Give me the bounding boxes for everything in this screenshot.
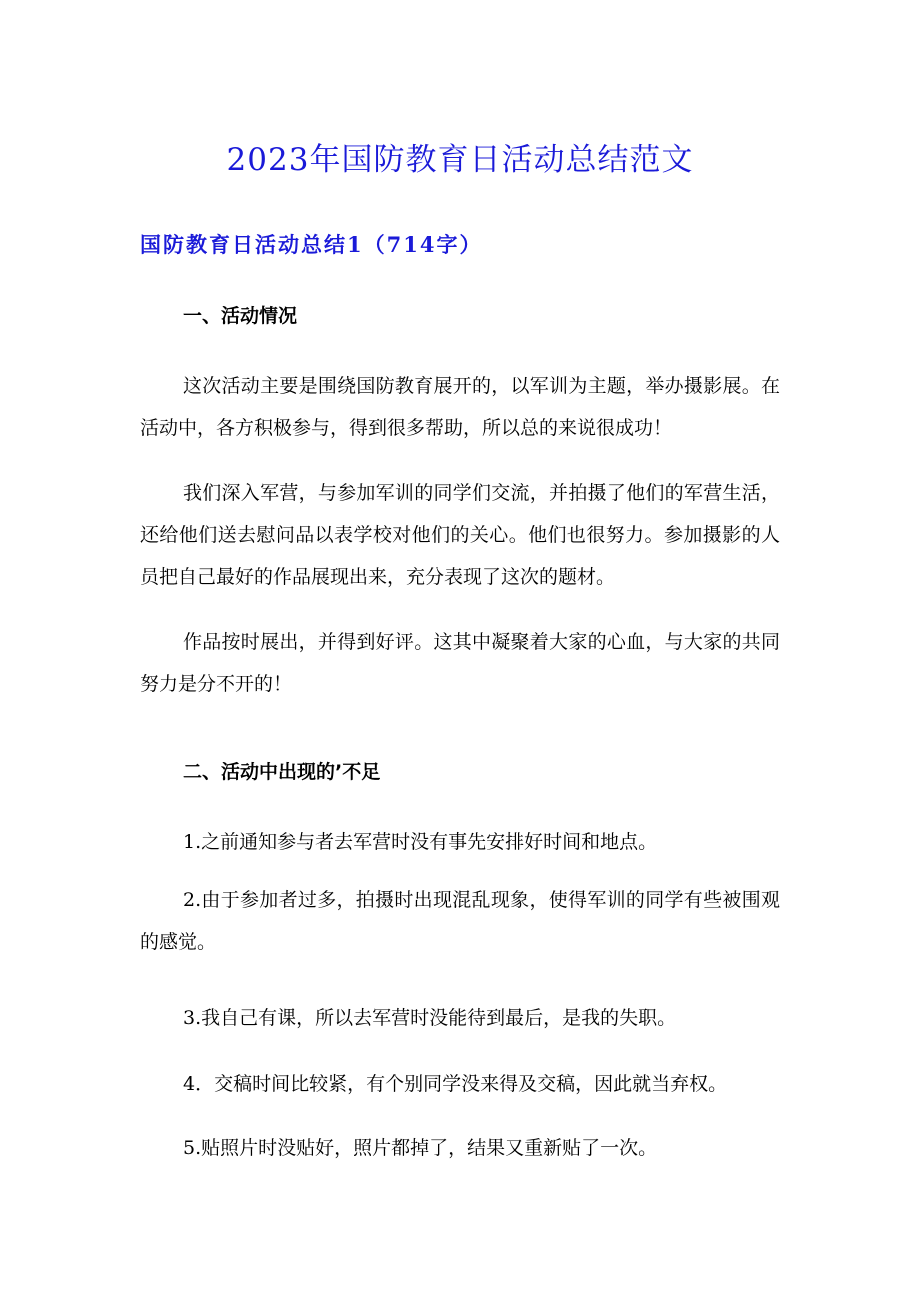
heading-shortcomings: 二、活动中出现的’不足 — [183, 761, 381, 783]
list-item: 5.贴照片时没贴好，照片都掉了，结果又重新贴了一次。 — [183, 1137, 658, 1159]
list-item: 2.由于参加者过多，拍摄时出现混乱现象，使得军训的同学有些被围观的感觉。 — [140, 889, 780, 953]
paragraph: 这次活动主要是围绕国防教育展开的，以军训为主题，举办摄影展。在活动中，各方积极参与，得到很多帮助，所以总的来说很成功！ — [140, 375, 780, 439]
list-item: 3.我自己有课，所以去军营时没能待到最后，是我的失职。 — [183, 1007, 677, 1029]
section-title: 国防教育日活动总结1（714字） — [140, 232, 483, 257]
list-item: 1.之前通知参与者去军营时没有事先安排好时间和地点。 — [183, 831, 658, 853]
list-item: 4．交稿时间比较紧，有个别同学没来得及交稿，因此就当弃权。 — [183, 1073, 728, 1095]
paragraph: 作品按时展出，并得到好评。这其中凝聚着大家的心血，与大家的共同努力是分不开的！ — [140, 631, 780, 695]
heading-activity-status: 一、活动情况 — [183, 305, 298, 327]
document-title: 2023年国防教育日活动总结范文 — [226, 142, 694, 178]
paragraph: 我们深入军营，与参加军训的同学们交流，并拍摄了他们的军营生活，还给他们送去慰问品以表学校对他们的关心。他们也很努力。参加摄影的人员把自己最好的作品展现出来，充分表现了这次的题材。 — [140, 482, 780, 588]
